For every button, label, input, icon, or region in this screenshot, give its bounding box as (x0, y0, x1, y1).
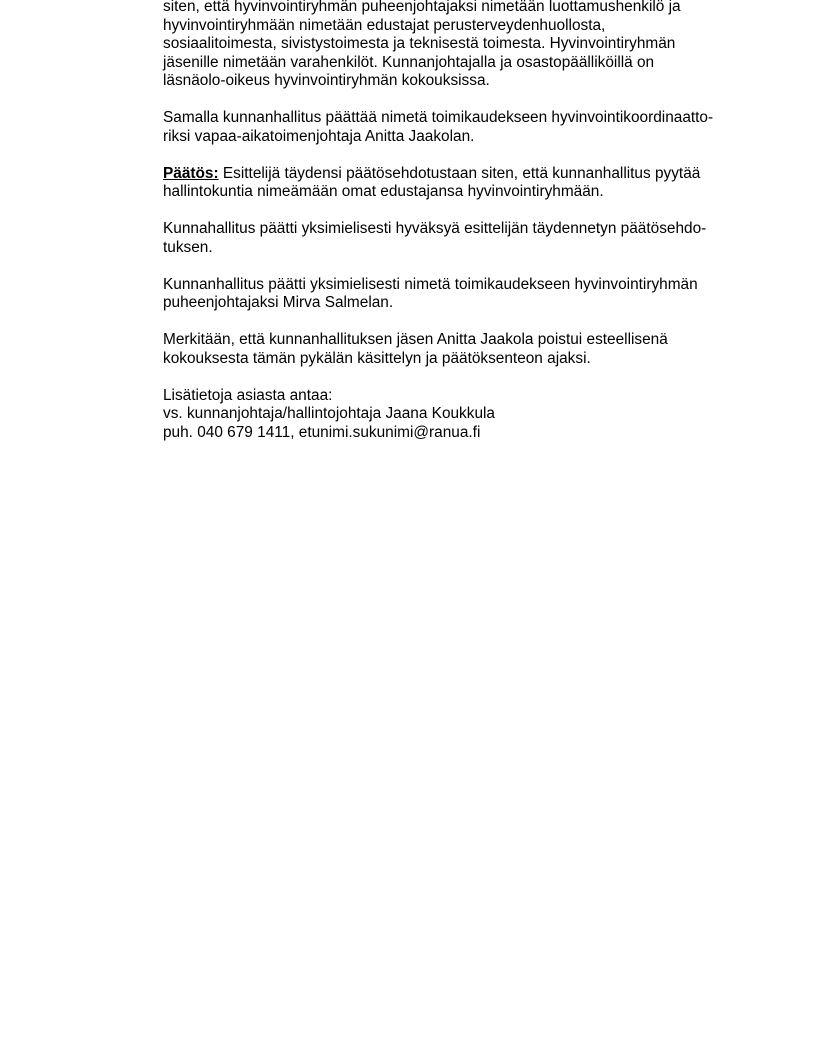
text-line: Kunnanhallitus päätti yksimielisesti nimetä toimikaudekseen hyvinvointiryhmän (163, 275, 698, 293)
contact-person: vs. kunnanjohtaja/hallintojohtaja Jaana Koukkula (163, 405, 495, 422)
text-line: Merkitään, että kunnanhallituksen jäsen Anitta Jaakola poistui esteellisenä (163, 331, 668, 348)
paragraph-group-composition (163, 0, 763, 91)
paragraph-chair (163, 276, 763, 313)
text-line: siten, että hyvinvointiryhmän puheenjohtajaksi nimetään luottamushenkilö ja (163, 0, 681, 15)
text-line: Kunnahallitus päätti yksimielisesti hyväksyä esittelijän täydennetyn päätösehdo- (163, 220, 707, 237)
text-line: jäsenille nimetään varahenkilöt. Kunnanjohtajalla ja osastopäälliköillä on (163, 53, 655, 71)
contact-phone-email: puh. 040 679 1411, etunimi.sukunimi@ranua.fi (163, 423, 481, 441)
paragraph-disqualification (163, 331, 763, 368)
decision-label: Päätös: (163, 164, 219, 182)
text-line: hallintokuntia nimeämään omat edustajansa hyvinvointiryhmään. (163, 183, 604, 200)
text-line: hyvinvointiryhmään nimetään edustajat perusterveydenhuollosta, (163, 16, 606, 34)
paragraph-approval (163, 220, 763, 257)
text-line: Samalla kunnanhallitus päättää nimetä toimikaudekseen hyvinvointikoordinaatto- (163, 109, 714, 126)
text-line: riksi vapaa-aikatoimenjohtaja Anitta Jaakolan. (163, 127, 475, 145)
text-line (163, 165, 763, 184)
contact-heading: Lisätietoja asiasta antaa: (163, 386, 333, 404)
text-line: kokouksesta tämän pykälän käsittelyn ja päätöksenteon ajaksi. (163, 349, 591, 367)
decision-text: Esittelijä täydensi päätösehdotustaan siten, että kunnanhallitus pyytää (218, 164, 701, 182)
document-page (163, 0, 763, 461)
contact-info (163, 387, 763, 443)
text-line: tuksen. (163, 238, 213, 256)
text-line: puheenjohtajaksi Mirva Salmelan. (163, 294, 394, 311)
text-line: läsnäolo-oikeus hyvinvointiryhmän kokouksissa. (163, 72, 490, 89)
paragraph-decision (163, 165, 763, 202)
text-line: sosiaalitoimesta, sivistystoimesta ja teknisestä toimesta. Hyvinvointiryhmän (163, 35, 676, 52)
paragraph-coordinator (163, 109, 763, 146)
